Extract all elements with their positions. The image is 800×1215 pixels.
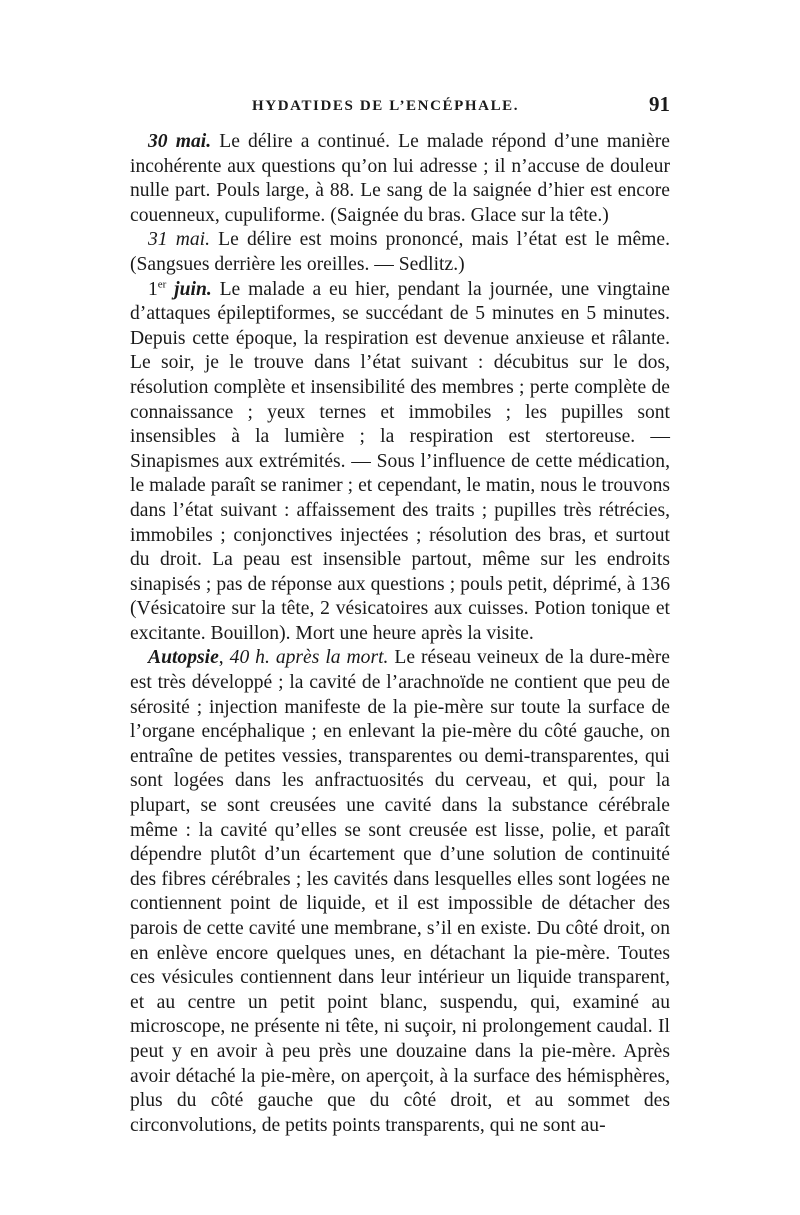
date-superscript: er [157, 278, 167, 291]
section-lead-detail: 40 h. après la mort. [229, 647, 389, 669]
paragraph-31-mai [130, 228, 670, 277]
date-lead: 31 mai. [148, 229, 211, 251]
date-lead: juin. [174, 278, 212, 300]
paragraph-text: Le malade a eu hier, pendant la journée, une vingtaine d’attaques épileptiformes, se succédant de 5 minutes en 5 minutes. Depuis cette époque, la respiration est devenue anxieuse et râlante. Le soir, je le trouve dans l’état suivant : décubitus sur le dos, résolution complète et insensibilité des membres ; perte complète de connaissance ; yeux ternes et immobiles ; les pupilles sont insensibles à la lumière ; la respiration est stertoreuse. — Sinapismes aux extrémités. — Sous l’influence de cette médication, le malade paraît se ranimer ; et cependant, le matin, nous le trouvons dans l’état suivant : affaissement des traits ; pupilles très rétrécies, immobiles ; conjonctives injectées ; résolution des bras, et surtout du droit. La peau est insensible partout, même sur les endroits sinapisés ; pas de réponse aux questions ; pouls petit, déprimé, à 136 (Vésicatoire sur la tête, 2 vésicatoires aux cuisses. Potion tonique et excitante. Bouillon). Mort une heure après la visite. [130, 278, 670, 644]
lead-separator: , [218, 647, 230, 669]
date-number: 1 [148, 278, 158, 300]
paragraph-text: Le délire est moins prononcé, mais l’état est le même. (Sangsues derrière les oreilles. — Sedlitz.) [130, 229, 670, 275]
paragraph-30-mai [130, 130, 670, 228]
running-title: HYDATIDES DE L’ENCÉPHALE. [252, 98, 520, 114]
paragraph-text: Le délire a continué. Le malade répond d’une manière incohérente aux questions qu’on lui adresse ; il n’accuse de douleur nulle part. Pouls large, à 88. Le sang de la saignée d’hier est encore couenneux, cupuliforme. (Saignée du bras. Glace sur la tête.) [130, 131, 670, 226]
running-head [130, 90, 670, 118]
paragraph-autopsie [130, 646, 670, 1138]
paragraph-text: Le réseau veineux de la dure-mère est très développé ; la cavité de l’arachnoïde ne contient que peu de sérosité ; injection manifeste de la pie-mère sur toute la surface de l’organe encéphalique ; en enlevant la pie-mère du côté gauche, on entraîne de petites vessies, transparentes ou demi-transparentes, qui sont logées dans les anfractuosités du cerveau, et qui, pour la plupart, se sont creusées une cavité dans la substance cérébrale même : la cavité qu’elles se sont creusée est lisse, polie, et paraît dépendre plutôt d’un écartement que d’une solution de continuité des fibres cérébrales ; les cavités dans lesquelles elles sont logées ne contiennent point de liquide, et il est impossible de détacher des parois de cette cavité une membrane, s’il en existe. Du côté droit, on en enlève encore quelques unes, en détachant la pie-mère. Toutes ces vésicules contiennent dans leur intérieur un liquide transparent, et au centre un petit point blanc, suspendu, qui, examiné au microscope, ne présente ni tête, ni suçoir, ni prolongement caudal. Il peut y en avoir à peu près une douzaine dans la pie-mère. Après avoir détaché la pie-mère, on aperçoit, à la surface des hémisphères, plus du côté gauche que du côté droit, et au sommet des circonvolutions, de petits points transparents, qui ne sont au- [130, 647, 670, 1136]
book-page [130, 90, 670, 1138]
section-lead: Autopsie [148, 647, 219, 669]
body-text [130, 130, 670, 1138]
paragraph-1er-juin [130, 278, 670, 647]
date-lead: 30 mai. [148, 131, 212, 152]
page-number: 91 [649, 92, 670, 116]
